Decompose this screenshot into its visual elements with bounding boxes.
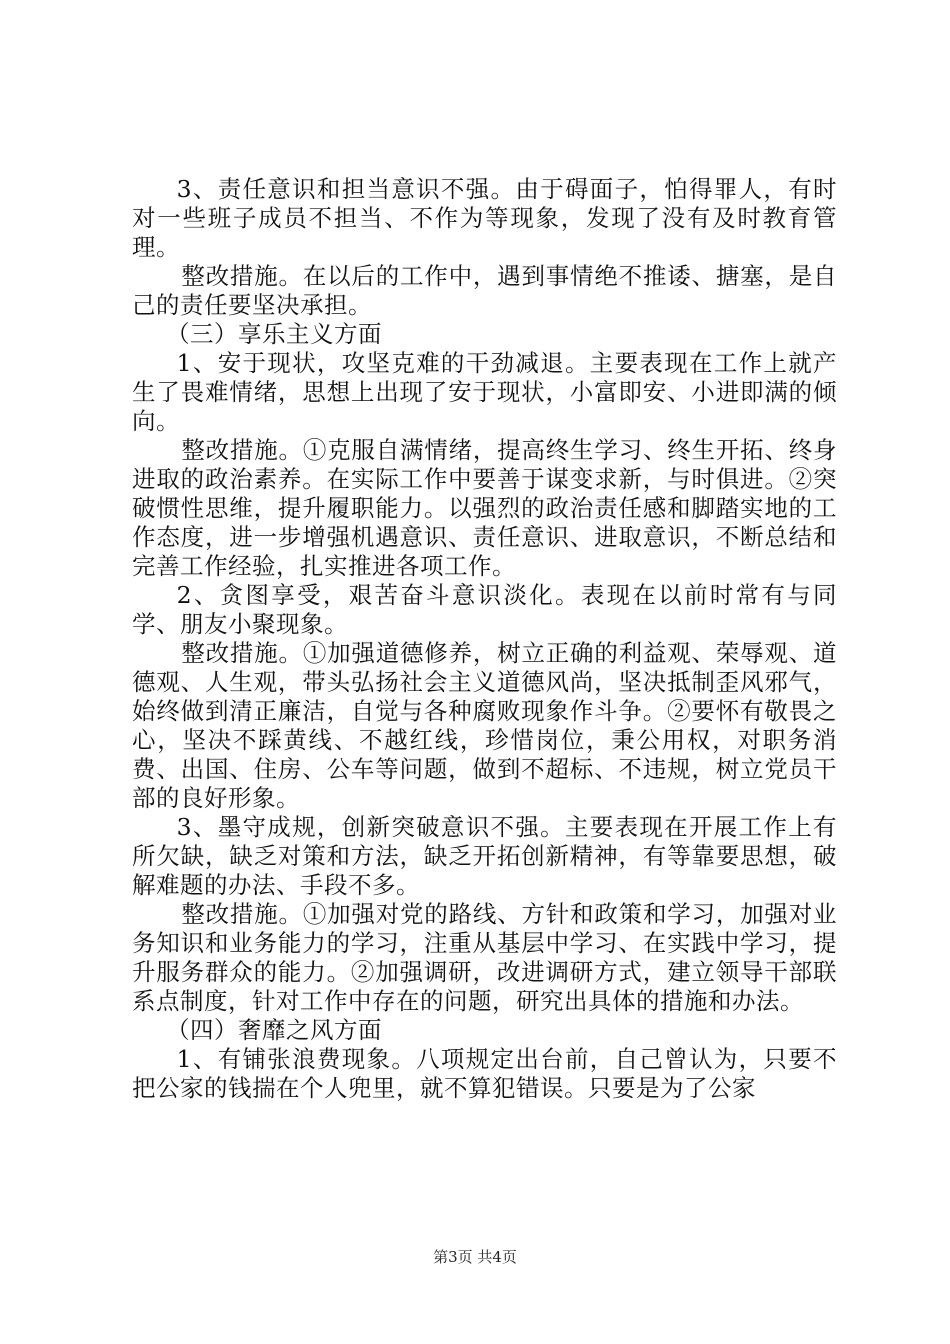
paragraph-item-2: 2、贪图享受，艰苦奋斗意识淡化。表现在以前时常有与同学、朋友小聚现象。 <box>132 581 837 638</box>
paragraph-item-1: 1、安于现状，攻坚克难的干劲减退。主要表现在工作上就产生了畏难情绪，思想上出现了安于现状，小富即安、小进即满的倾向。 <box>132 349 837 435</box>
rectification-paragraph: 整改措施。①克服自满情绪，提高终生学习、终生开拓、终身进取的政治素养。在实际工作中要善于谋变求新，与时俱进。②突破惯性思维，提升履职能力。以强烈的政治责任感和脚踏实地的工作态度，进一步增强机遇意识、责任意识、进取意识，不断总结和完善工作经验，扎实推进各项工作。 <box>132 436 837 580</box>
document-body <box>132 175 837 1103</box>
paragraph-item-1b: 1、有铺张浪费现象。八项规定出台前，自己曾认为，只要不把公家的钱揣在个人兜里，就不算犯错误。只要是为了公家 <box>132 1045 837 1102</box>
paragraph-item-3b: 3、墨守成规，创新突破意识不强。主要表现在开展工作上有所欠缺，缺乏对策和方法，缺乏开拓创新精神，有等靠要思想，破解难题的办法、手段不多。 <box>132 813 837 899</box>
section-heading-3: （三）享乐主义方面 <box>166 320 383 348</box>
rectification-paragraph: 整改措施。在以后的工作中，遇到事情绝不推诿、搪塞，是自己的责任要坚决承担。 <box>132 262 837 319</box>
paragraph-item-3: 3、责任意识和担当意识不强。由于碍面子，怕得罪人，有时对一些班子成员不担当、不作为等现象，发现了没有及时教育管理。 <box>132 175 837 261</box>
rectification-paragraph: 整改措施。①加强对党的路线、方针和政策和学习，加强对业务知识和业务能力的学习，注重从基层中学习、在实践中学习，提升服务群众的能力。②加强调研，改进调研方式，建立领导干部联系点制度，针对工作中存在的问题，研究出具体的措施和办法。 <box>132 900 837 1015</box>
section-heading-4: （四）奢靡之风方面 <box>166 1016 383 1044</box>
rectification-paragraph: 整改措施。①加强道德修养，树立正确的利益观、荣辱观、道德观、人生观，带头弘扬社会主义道德风尚，坚决抵制歪风邪气，始终做到清正廉洁，自觉与各种腐败现象作斗争。②要怀有敬畏之心，坚决不踩黄线、不越红线，珍惜岗位，秉公用权，对职务消费、出国、住房、公车等问题，做到不超标、不违规，树立党员干部的良好形象。 <box>132 639 837 812</box>
page-footer: 第3页 共4页 <box>433 1248 517 1266</box>
